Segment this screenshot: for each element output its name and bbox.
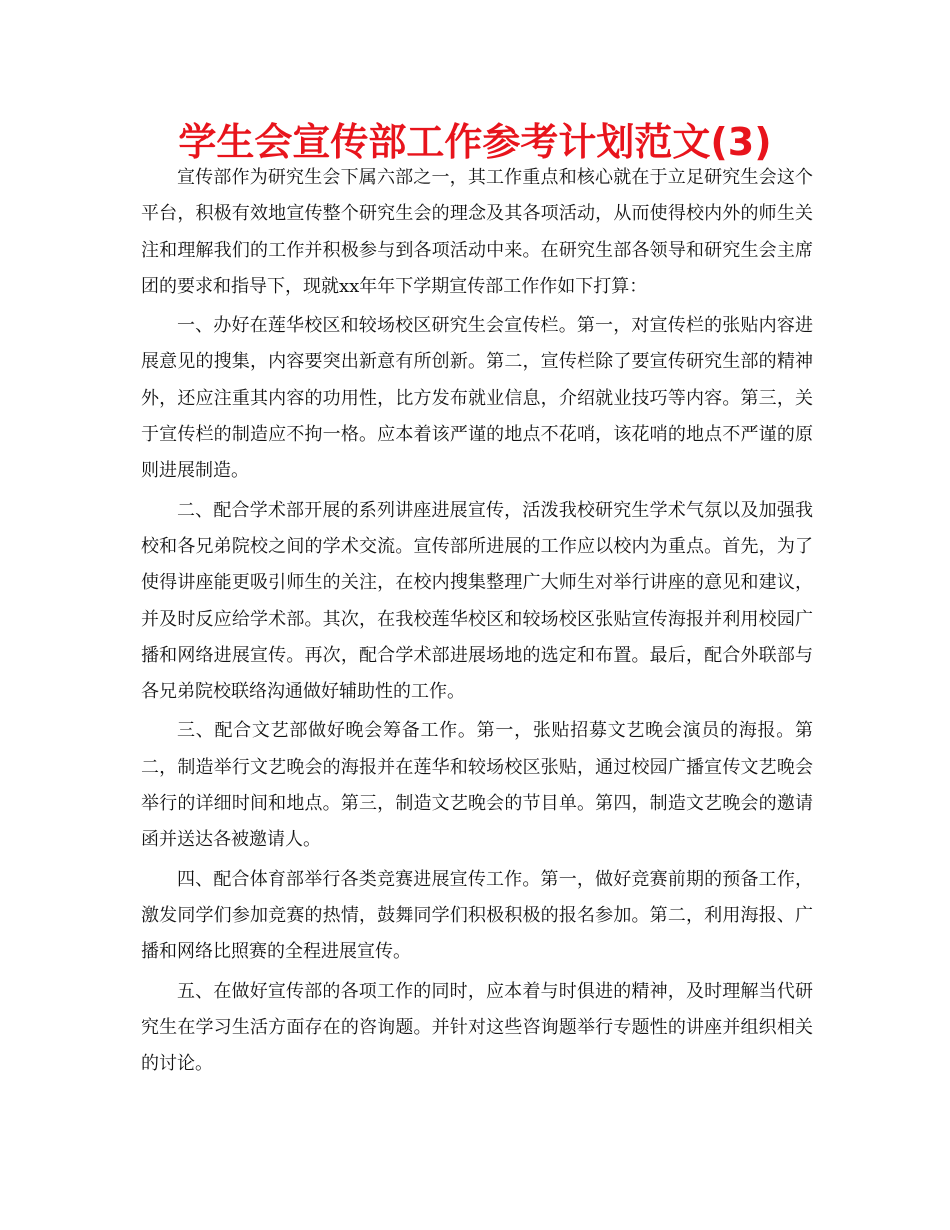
paragraph-item-5: 五、在做好宣传部的各项工作的同时，应本着与时俱进的精神，及时理解当代研究生在学习生活方面存在的咨询题。并针对这些咨询题举行专题性的讲座并组织相关的讨论。 <box>141 980 813 1075</box>
paragraph-item-4: 四、配合体育部举行各类竞赛进展宣传工作。第一，做好竞赛前期的预备工作，激发同学们参加竞赛的热情，鼓舞同学们积极积极的报名参加。第二，利用海报、广播和网络比照赛的全程进展宣传。 <box>141 868 813 963</box>
document-body <box>141 160 813 1085</box>
paragraph-item-3: 三、配合文艺部做好晚会筹备工作。第一，张贴招募文艺晚会演员的海报。第二，制造举行文艺晚会的海报并在莲华和较场校区张贴，通过校园广播宣传文艺晚会举行的详细时间和地点。第三，制造文艺晚会的节目单。第四，制造文艺晚会的邀请函并送达各被邀请人。 <box>141 720 813 851</box>
document-title: 学生会宣传部工作参考计划范文(3) <box>178 120 772 164</box>
paragraph-item-1: 一、办好在莲华校区和较场校区研究生会宣传栏。第一，对宣传栏的张贴内容进展意见的搜集，内容要突出新意有所创新。第二，宣传栏除了要宣传研究生部的精神外，还应注重其内容的功用性，比方发布就业信息，介绍就业技巧等内容。第三，关于宣传栏的制造应不拘一格。应本着该严谨的地点不花哨，该花哨的地点不严谨的原则进展制造。 <box>141 315 813 482</box>
paragraph-item-2: 二、配合学术部开展的系列讲座进展宣传，活泼我校研究生学术气氛以及加强我校和各兄弟院校之间的学术交流。宣传部所进展的工作应以校内为重点。首先，为了使得讲座能更吸引师生的关注，在校内搜集整理广大师生对举行讲座的意见和建议，并及时反应给学术部。其次，在我校莲华校区和较场校区张贴宣传海报并利用校园广播和网络进展宣传。再次，配合学术部进展场地的选定和布置。最后，配合外联部与各兄弟院校联络沟通做好辅助性的工作。 <box>141 499 813 703</box>
paragraph-intro: 宣传部作为研究生会下属六部之一，其工作重点和核心就在于立足研究生会这个平台，积极有效地宣传整个研究生会的理念及其各项活动，从而使得校内外的师生关注和理解我们的工作并积极参与到各项活动中来。在研究生部各领导和研究生会主席团的要求和指导下，现就xx年年下学期宣传部工作作如下打算： <box>141 167 813 297</box>
